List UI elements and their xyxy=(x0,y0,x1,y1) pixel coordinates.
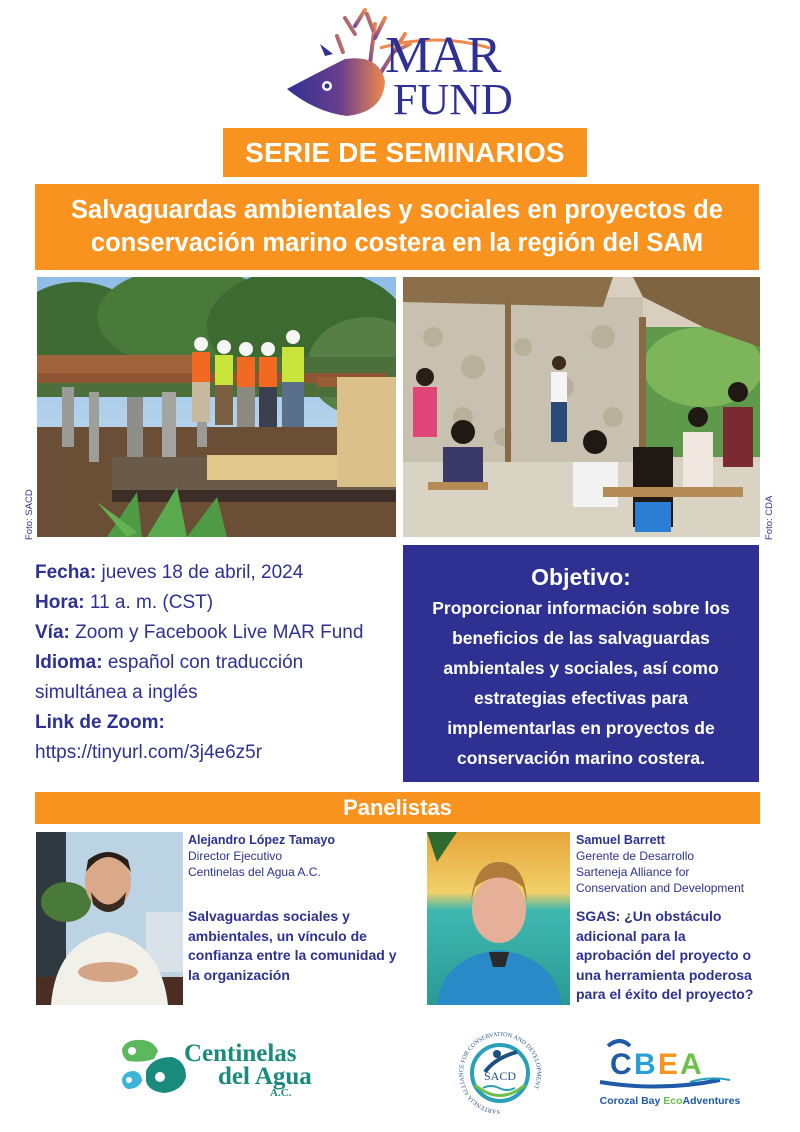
panelists-heading: Panelistas xyxy=(35,792,760,824)
logo-text-mar: MAR xyxy=(385,27,501,84)
objective-line: ambientales y sociales, así como xyxy=(443,658,719,678)
cbea-logo xyxy=(590,1032,750,1112)
speaker-photo-samuel xyxy=(427,832,570,1005)
objective-line: Proporcionar información sobre los xyxy=(432,598,730,618)
cbea-letter-a: A xyxy=(680,1048,702,1081)
speaker-info-samuel xyxy=(576,832,776,1005)
centinelas-del-agua-logo xyxy=(120,1035,320,1105)
objective-text xyxy=(403,593,759,773)
zoom-link[interactable]: https://tinyurl.com/3j4e6z5r xyxy=(35,742,263,763)
event-date xyxy=(35,558,395,588)
event-via xyxy=(35,618,395,648)
speaker-info-alejandro xyxy=(188,832,413,985)
speaker-role: Director Ejecutivo xyxy=(188,849,283,863)
topic-line: Salvaguardas sociales y xyxy=(188,908,350,924)
series-badge: SERIE DE SEMINARIOS xyxy=(223,128,587,177)
topic-line: para el éxito del proyecto? xyxy=(576,986,754,1002)
objective-line: estrategias efectivas para xyxy=(473,688,689,708)
title-line-1: Salvaguardas ambientales y sociales en proyectos de xyxy=(71,196,723,224)
date-value: jueves 18 de abril, 2024 xyxy=(101,562,304,583)
speaker-org: Sarteneja Alliance for xyxy=(576,865,690,879)
speaker-photo-alejandro xyxy=(36,832,183,1005)
photo-construction-team xyxy=(37,277,396,537)
title-line-2: conservación marino costera en la región del SAM xyxy=(90,229,704,257)
photo-community-meeting xyxy=(403,277,760,537)
sacd-abbr: SACD xyxy=(483,1069,517,1083)
logo-text-fund: FUND xyxy=(393,75,513,124)
objective-title: Objetivo: xyxy=(531,564,631,590)
topic-line: ambientales, un vínculo de xyxy=(188,927,367,944)
cbea-letter-e: E xyxy=(658,1048,679,1081)
topic-line: confianza entre la comunidad y xyxy=(188,947,397,963)
event-time xyxy=(35,588,395,618)
speaker-org: Centinelas del Agua A.C. xyxy=(188,865,321,879)
zoom-link-label: Link de Zoom: xyxy=(35,712,165,733)
objective-line: conservación marino costera. xyxy=(456,748,706,768)
speaker-name: Samuel Barrett xyxy=(576,833,665,847)
language-value-1: español con traducción xyxy=(107,652,304,673)
objective-box xyxy=(403,545,759,782)
sacd-emblem-icon xyxy=(455,1030,545,1115)
speaker-org-2: Conservation and Development xyxy=(576,881,745,895)
speaker-name: Alejandro López Tamayo xyxy=(188,833,336,847)
cbea-letter-c: C xyxy=(610,1048,632,1081)
speaker-role: Gerente de Desarrollo xyxy=(576,849,695,863)
topic-line: adicional para la xyxy=(576,927,686,944)
event-details xyxy=(35,558,395,768)
event-language xyxy=(35,648,395,678)
topic-line: SGAS: ¿Un obstáculo xyxy=(576,908,722,924)
time-label: Hora: xyxy=(35,592,85,613)
sacd-logo xyxy=(455,1030,545,1115)
date-label: Fecha: xyxy=(35,562,97,583)
cbea-name: Corozal Bay EcoAdventures xyxy=(599,1095,741,1107)
cda-name-2: del Agua xyxy=(218,1063,312,1090)
speaker-topic xyxy=(188,907,413,985)
cda-name-1: Centinelas xyxy=(184,1040,297,1067)
topic-line: la organización xyxy=(188,966,290,983)
photo-credit-right: Foto: CDA xyxy=(764,495,775,540)
topic-line: una herramienta poderosa xyxy=(576,966,752,983)
topic-line: aprobación del proyecto o xyxy=(576,947,752,963)
via-label: Vía: xyxy=(35,622,70,643)
objective-line: beneficios de las salvaguardas xyxy=(452,628,710,648)
mayan-heads-icon xyxy=(120,1035,190,1105)
photo-credit-left: Foto: SACD xyxy=(24,489,35,540)
cda-name-3: A.C. xyxy=(270,1087,292,1099)
cbea-letter-b: B xyxy=(634,1048,656,1081)
cbea-emblem-icon xyxy=(590,1032,750,1112)
speaker-topic xyxy=(576,907,776,1005)
via-value: Zoom y Facebook Live MAR Fund xyxy=(75,622,364,643)
sacd-ring-text: SARTENEJA ALLIANCE FOR CONSERVATION AND DEVELOPMENT xyxy=(457,1030,543,1115)
time-value: 11 a. m. (CST) xyxy=(89,592,214,613)
language-label: Idioma: xyxy=(35,652,103,673)
objective-line: implementarlas en proyectos de xyxy=(447,718,715,738)
marfund-logo xyxy=(285,4,525,122)
language-value-2: simultánea a inglés xyxy=(35,682,198,703)
seminar-title xyxy=(35,184,759,270)
